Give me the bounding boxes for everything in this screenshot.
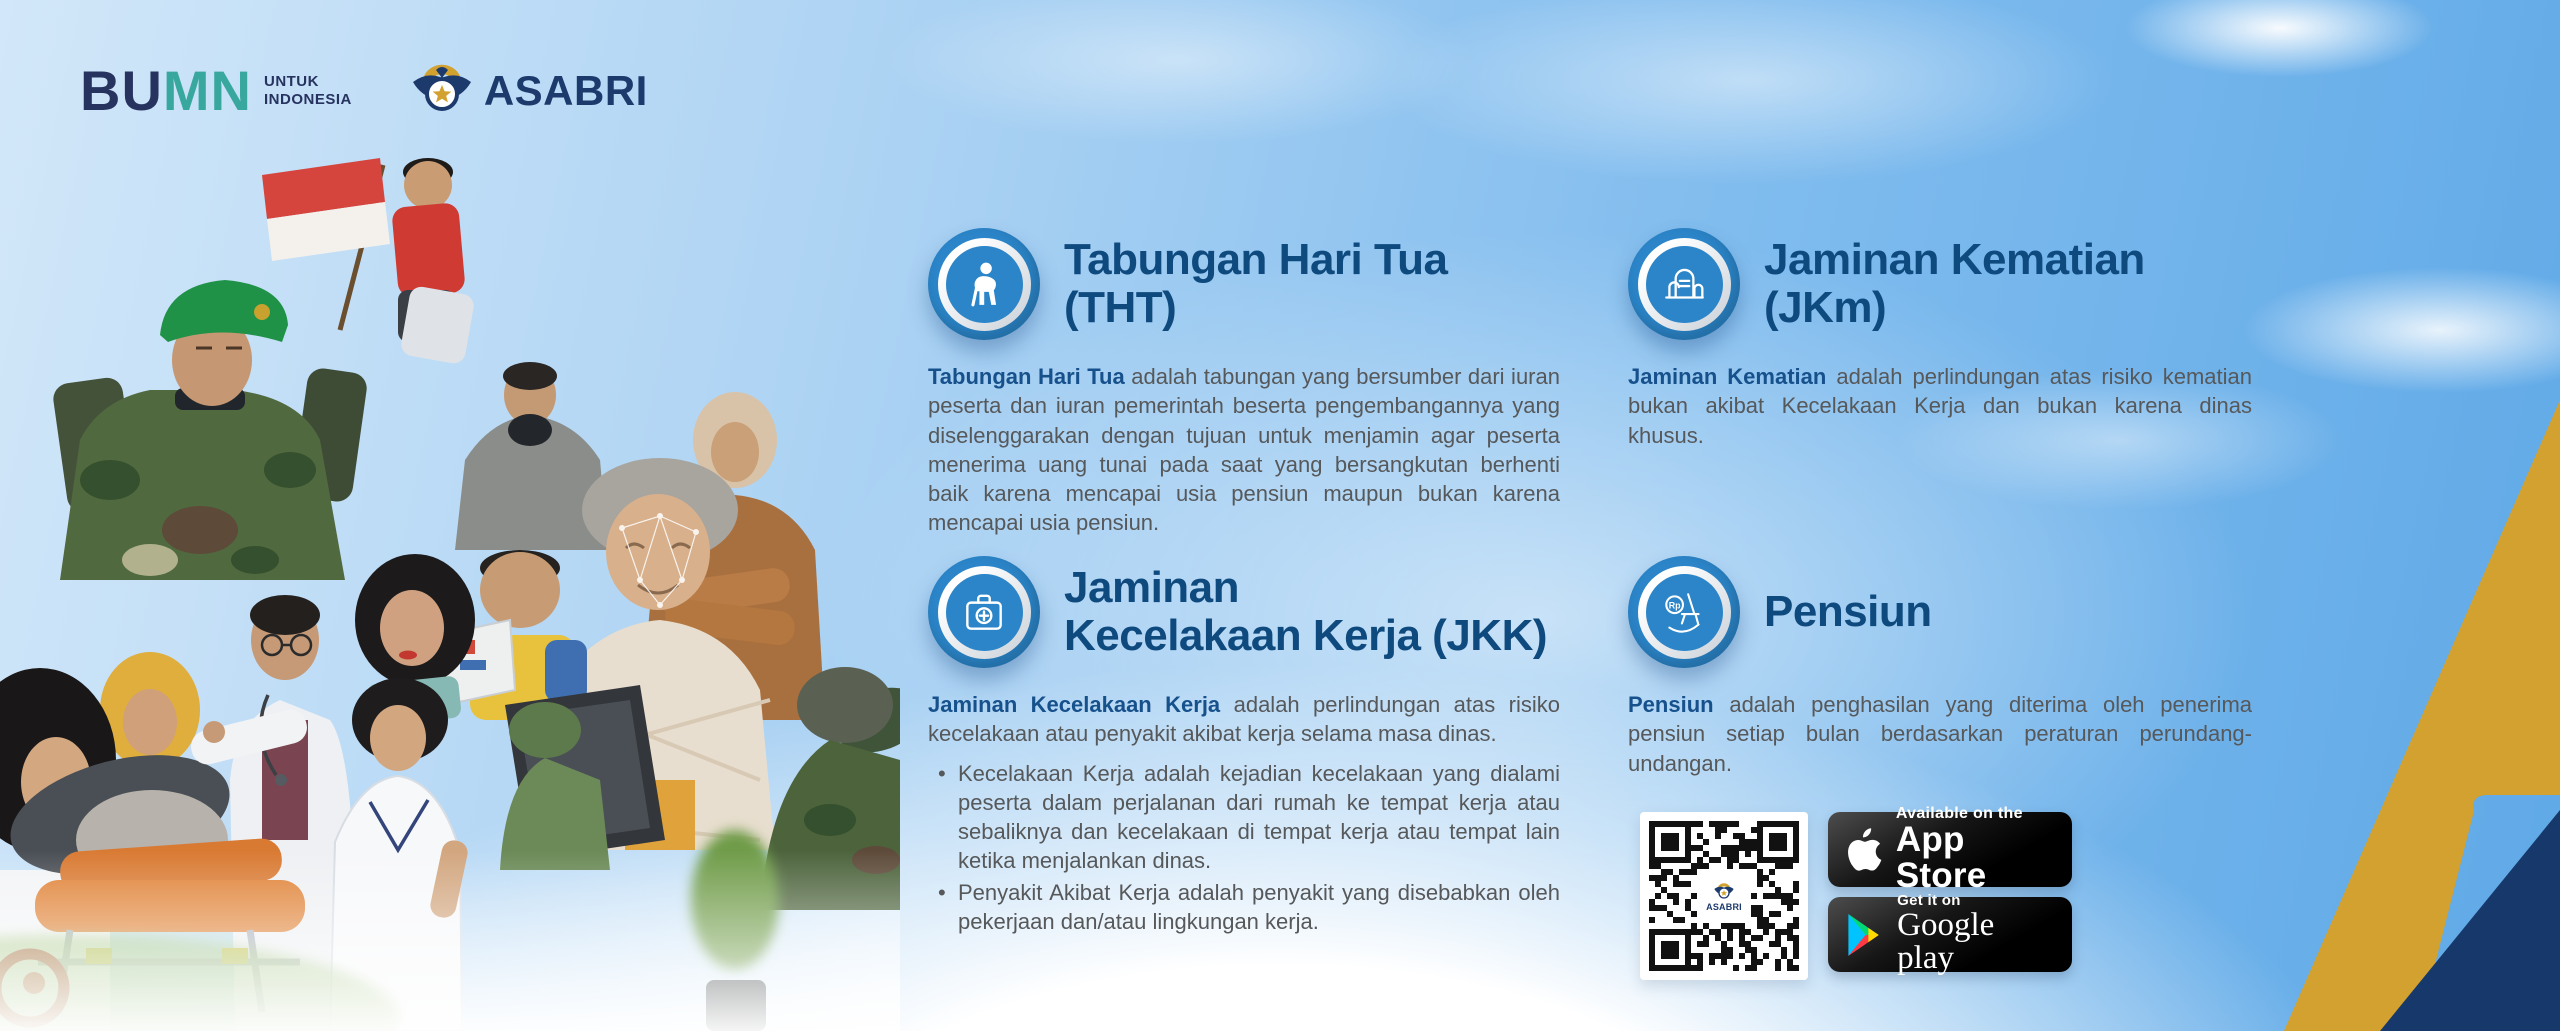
section-jkm-lead: Jaminan Kematian — [1628, 364, 1827, 389]
rocking-chair-rupiah-icon — [1628, 556, 1740, 668]
gravestones-icon — [1628, 228, 1740, 340]
photo-collage — [0, 80, 900, 1031]
section-jkm-title — [1764, 236, 2145, 333]
asabri-wordmark: ASABRI — [483, 66, 648, 114]
section-jkm-title-line2: (JKm) — [1764, 283, 1887, 332]
section-tht-title — [1064, 236, 1447, 333]
section-tht-title-line1: Tabungan Hari Tua — [1064, 234, 1448, 284]
app-store-line1: Available on the — [1895, 804, 2023, 822]
section-pensiun — [1628, 556, 2252, 778]
section-tht-title-line2: (THT) — [1064, 283, 1177, 332]
bumn-tagline-line1: UNTUK — [263, 73, 319, 91]
section-jkm — [1628, 228, 2252, 450]
section-pensiun-header — [1628, 556, 2252, 668]
jkk-bullet-1: • Kecelakaan Kerja adalah kejadian kecelakaan yang dialami peserta dalam perjalanan dari rumah ke tempat kerja atau sebaliknya dan kecelakaan di tempat kerja atau tempat lain ketika menjalankan dinas. — [934, 759, 1560, 876]
first-aid-kit-icon — [928, 556, 1040, 668]
section-tht — [928, 228, 1560, 538]
svg-text:Rp: Rp — [1668, 600, 1681, 611]
section-jkk-title — [1064, 564, 1547, 661]
section-pensiun-title — [1764, 588, 1932, 636]
app-store-line2: App Store — [1895, 819, 1987, 895]
asabri-mini-eagle-icon — [1713, 881, 1735, 901]
qr-code — [1640, 812, 1808, 980]
section-jkk-title-line2: Kecelakaan Kerja (JKK) — [1064, 611, 1548, 660]
section-pensiun-title-line1: Pensiun — [1764, 586, 1932, 636]
section-jkk-header — [928, 556, 1560, 668]
section-tht-lead: Tabungan Hari Tua — [928, 364, 1125, 389]
qr-center-logo — [1698, 870, 1750, 922]
section-jkm-body: adalah perlindungan atas risiko kematian bukan akibat Kecelakaan Kerja dan bukan karena dinas khusus. — [1628, 364, 2252, 448]
indonesian-flag-graphic — [262, 158, 390, 330]
google-play-line2: Google play — [1897, 906, 1995, 977]
google-play-badge[interactable] — [1828, 892, 2072, 977]
section-jkk-description — [928, 690, 1560, 749]
corner-decoration — [2220, 391, 2560, 1031]
section-jkk-body: adalah perlindungan atas risiko kecelakaan atau penyakit akibat kerja selama masa dinas. — [928, 692, 1560, 747]
section-tht-description — [928, 362, 1560, 538]
section-jkm-header — [1628, 228, 2252, 340]
qr-center-label: ASABRI — [1706, 901, 1742, 912]
google-play-line1: Get it on — [1897, 892, 1961, 910]
section-pensiun-description — [1628, 690, 2252, 778]
section-pensiun-body: adalah penghasilan yang diterima oleh penerima pensiun setiap bulan berdasarkan peraturan perundang-undangan. — [1628, 692, 2252, 776]
elderly-person-cane-icon — [928, 228, 1040, 340]
section-jkm-title-line1: Jaminan Kematian — [1764, 234, 2145, 284]
apple-icon — [1844, 827, 1882, 873]
app-store-badge[interactable] — [1828, 804, 2072, 895]
bumn-tagline-line2: INDONESIA — [263, 90, 352, 108]
section-jkk-title-line1: Jaminan — [1064, 562, 1240, 612]
section-jkm-description — [1628, 362, 2252, 450]
bumn-wordmark-bu: BU — [80, 58, 163, 122]
store-badges — [1828, 804, 2072, 977]
section-jkk-bullets — [934, 759, 1560, 937]
app-store-text — [1896, 806, 2056, 894]
section-pensiun-lead: Pensiun — [1628, 692, 1714, 717]
bumn-wordmark-mn: MN — [162, 58, 252, 122]
section-jkk-lead: Jaminan Kecelakaan Kerja — [928, 692, 1221, 717]
google-play-text — [1897, 893, 2056, 976]
section-tht-header — [928, 228, 1560, 340]
google-play-icon — [1844, 912, 1883, 958]
section-jkk — [928, 556, 1560, 936]
section-tht-body: adalah tabungan yang bersumber dari iuran peserta dan iuran pemerintah beserta pengembangannya yang diselenggarakan dengan tujuan untuk menjamin agar peserta menerima uang tunai pada saat yang bersangkutan berhenti baik karena mencapai usia pensiun maupun bukan karena mencapai usia pensiun. — [928, 364, 1560, 536]
jkk-bullet-2: • Penyakit Akibat Kerja adalah penyakit yang disebabkan oleh pekerjaan dan/atau lingkungan kerja. — [934, 878, 1560, 937]
